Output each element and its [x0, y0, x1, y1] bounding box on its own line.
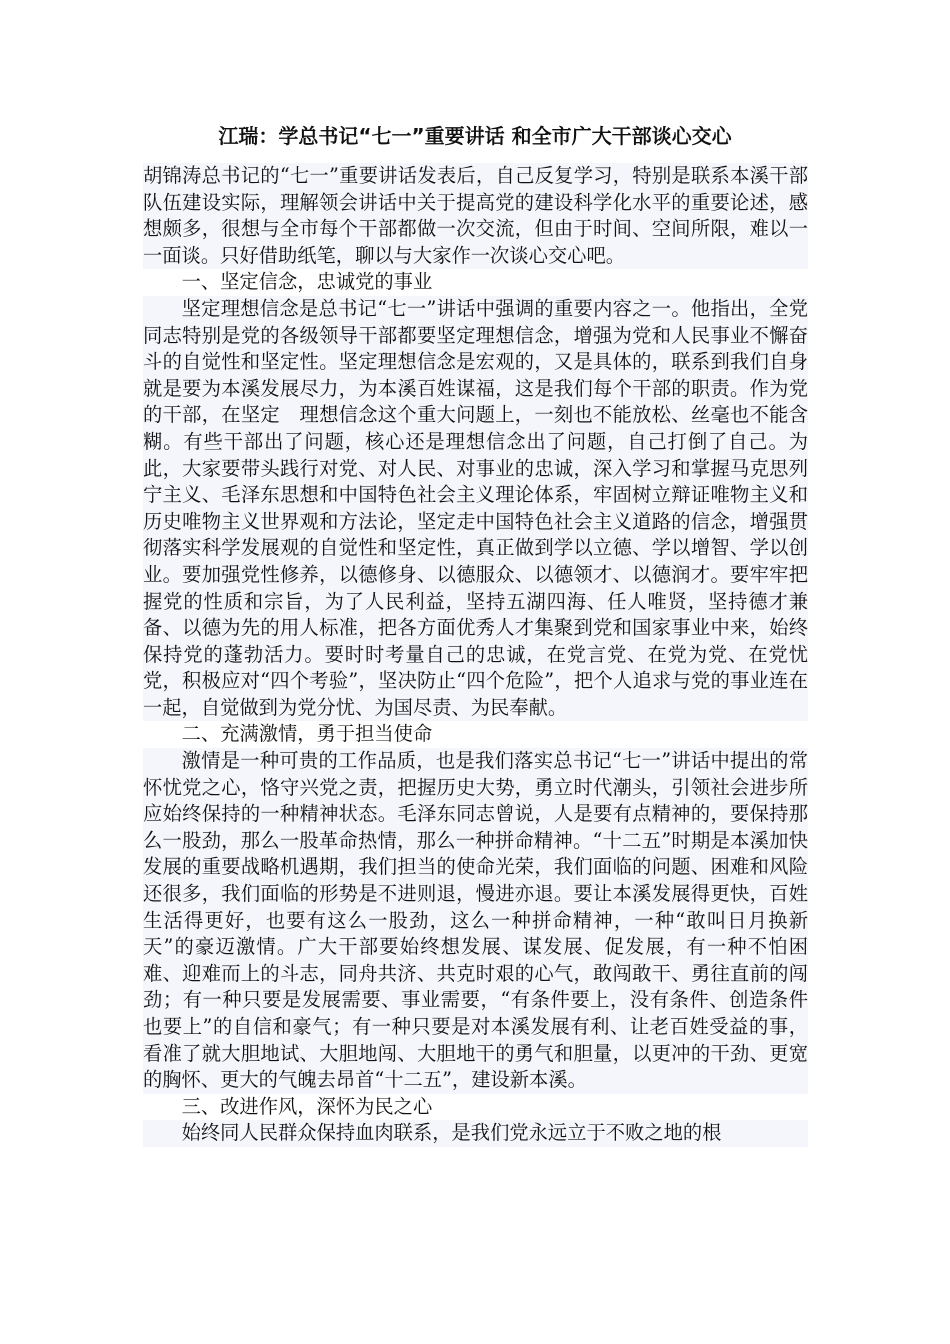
section-2-paragraph: 激情是一种可贵的工作品质，也是我们落实总书记“七一”讲话中提出的常怀忧党之心，恪守兴党之责，把握历史大势，勇立时代潮头，引领社会进步所应始终保持的一种精神状态。毛泽东同志曾说，人是要有点精神的，要保持那么一股劲，那么一股革命热情，那么一种拼命精神。“十二五”时期是本溪加快发展的重要战略机遇期，我们担当的使命光荣，我们面临的问题、困难和风险还很多，我们面临的形势是不进则退，慢进亦退。要让本溪发展得更快，百姓生活得更好，也要有这么一股劲，这么一种拼命精神，一种“敢叫日月换新天”的豪迈激情。广大干部要始终想发展、谋发展、促发展，有一种不怕困难、迎难而上的斗志，同舟共济、共克时艰的心气，敢闯敢干、勇往直前的闯劲；有一种只要是发展需要、事业需要，“有条件要上，没有条件、创造条件也要上”的自信和豪气；有一种只要是对本溪发展有利、让老百姓受益的事，看准了就大胆地试、大胆地闯、大胆地干的勇气和胆量，以更冲的干劲、更宽的胸怀、更大的气魄去昂首“十二五”，建设新本溪。: [143, 748, 808, 1094]
section-3-paragraph: 始终同人民群众保持血肉联系，是我们党永远立于不败之地的根: [143, 1120, 808, 1147]
section-1-paragraph: 坚定理想信念是总书记“七一”讲话中强调的重要内容之一。他指出，全党同志特别是党的各级领导干部都要坚定理想信念，增强为党和人民事业不懈奋斗的自觉性和坚定性。坚定理想信念是宏观的，又是具体的，联系到我们自身就是要为本溪发展尽力，为本溪百姓谋福，这是我们每个干部的职责。作为党的干部，在坚定 理想信念这个重大问题上，一刻也不能放松、丝毫也不能含糊。有些干部出了问题，核心还是理想信念出了问题，自己打倒了自己。为此，大家要带头践行对党、对人民、对事业的忠诚，深入学习和掌握马克思列宁主义、毛泽东思想和中国特色社会主义理论体系，牢固树立辩证唯物主义和历史唯物主义世界观和方法论，坚定走中国特色社会主义道路的信念，增强贯彻落实科学发展观的自觉性和坚定性，真正做到学以立德、学以增智、学以创业。要加强党性修养，以德修身、以德服众、以德领才、以德润才。要牢牢把握党的性质和宗旨，为了人民利益，坚持五湖四海、任人唯贤，坚持德才兼备、以德为先的用人标准，把各方面优秀人才集聚到党和国家事业中来，始终保持党的蓬勃活力。要时时考量自己的忠诚，在党言党、在党为党、在党忧党，积极应对“四个考验”，坚决防止“四个危险”，把个人追求与党的事业连在一起，自觉做到为党分忧、为国尽责、为民奉献。: [143, 296, 808, 722]
section-heading-3: 三、改进作风，深怀为民之心: [143, 1094, 808, 1121]
article-body: [143, 163, 808, 1147]
page-title: 江瑞：学总书记“七一”重要讲话 和全市广大干部谈心交心: [218, 124, 732, 148]
section-heading-2: 二、充满激情，勇于担当使命: [143, 721, 808, 748]
section-heading-1: 一、坚定信念，忠诚党的事业: [143, 269, 808, 296]
intro-paragraph: 胡锦涛总书记的“七一”重要讲话发表后，自己反复学习，特别是联系本溪干部队伍建设实际，理解领会讲话中关于提高党的建设科学化水平的重要论述，感想颇多，很想与全市每个干部都做一次交流，但由于时间、空间所限，难以一一面谈。只好借助纸笔，聊以与大家作一次谈心交心吧。: [143, 163, 808, 269]
